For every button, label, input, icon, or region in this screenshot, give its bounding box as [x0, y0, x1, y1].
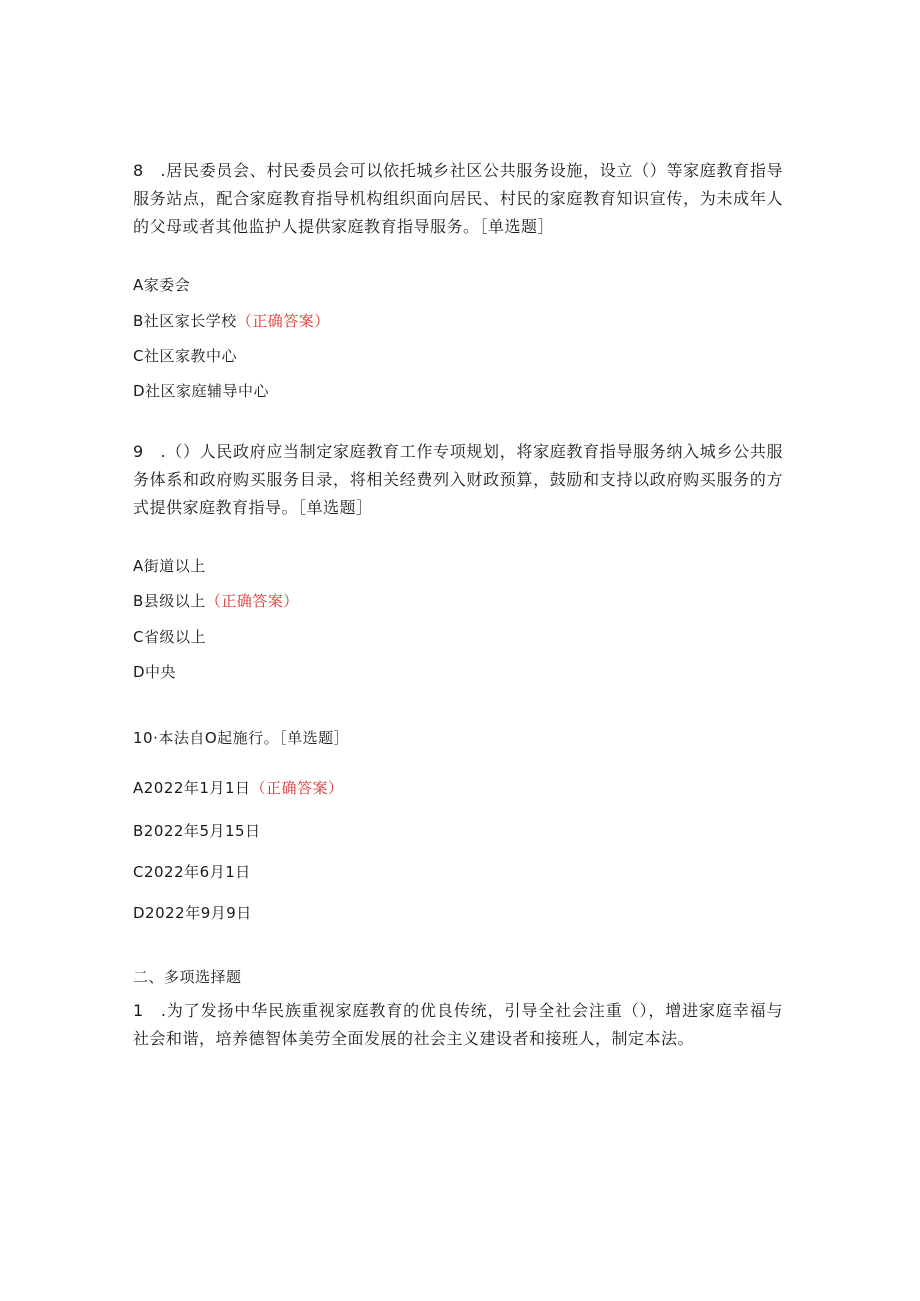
option-text: D中央	[133, 663, 177, 681]
question-9-option-a	[133, 556, 206, 576]
correct-answer-tag: （正确答案）	[205, 592, 299, 610]
question-9-option-b	[133, 591, 299, 611]
question-9-option-c	[133, 627, 206, 647]
correct-answer-tag: （正确答案）	[236, 312, 330, 330]
question-10-option-c	[133, 862, 251, 882]
question-9-stem: 9 .（）人民政府应当制定家庭教育工作专项规划，将家庭教育指导服务纳入城乡公共服务体系和政府购买服务目录，将相关经费列入财政预算，鼓励和支持以政府购买服务的方式提供家庭教育指导。［单选题］	[133, 442, 783, 517]
question-8-option-d	[133, 381, 269, 401]
option-text: B社区家长学校	[133, 312, 237, 330]
option-text: A家委会	[133, 276, 191, 294]
question-8-stem: 8 .居民委员会、村民委员会可以依托城乡社区公共服务设施，设立（）等家庭教育指导服务站点，配合家庭教育指导机构组织面向居民、村民的家庭教育知识宣传，为未成年人的父母或者其他监护人提供家庭教育指导服务。［单选题］	[133, 161, 783, 236]
question-9-option-d	[133, 662, 176, 682]
option-text: B2022年5月15日	[133, 822, 261, 840]
option-text: C省级以上	[133, 628, 206, 646]
option-text: D2022年9月9日	[133, 904, 252, 922]
question-8-option-a	[133, 275, 190, 295]
option-text: B县级以上	[133, 592, 206, 610]
multi-question-1-stem: 1 .为了发扬中华民族重视家庭教育的优良传统，引导全社会注重（），增进家庭幸福与社会和谐，培养德智体美劳全面发展的社会主义建设者和接班人，制定本法。	[133, 1001, 783, 1048]
correct-answer-tag: （正确答案）	[250, 779, 344, 797]
option-text: C社区家教中心	[133, 347, 237, 365]
question-8-option-b	[133, 311, 330, 331]
option-text: D社区家庭辅导中心	[133, 382, 270, 400]
option-text: A街道以上	[133, 557, 206, 575]
question-10-option-b	[133, 821, 261, 841]
question-10-stem: 10·本法自O起施行。［单选题］	[133, 729, 350, 747]
question-10-option-d	[133, 903, 252, 923]
question-8-option-c	[133, 346, 237, 366]
option-text: C2022年6月1日	[133, 863, 251, 881]
question-10-option-a	[133, 778, 344, 798]
section-heading: 二、多项选择题	[133, 968, 242, 986]
option-text: A2022年1月1日	[133, 779, 251, 797]
